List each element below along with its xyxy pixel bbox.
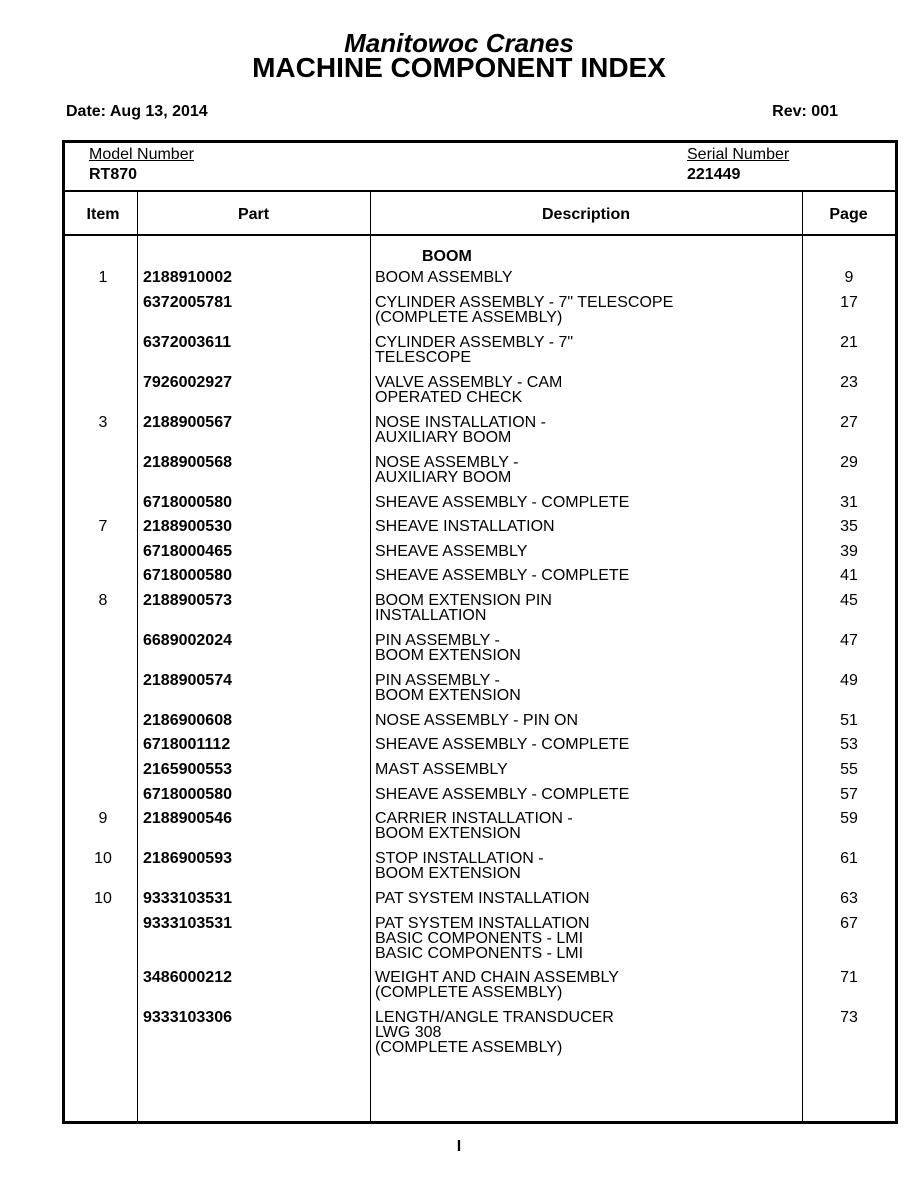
description-line: BOOM EXTENSION PIN — [375, 592, 552, 609]
header-divider — [65, 190, 895, 192]
part-number: 6372005781 — [143, 294, 232, 311]
page-reference: 71 — [840, 969, 858, 986]
part-description — [375, 335, 573, 365]
part-number: 9333103531 — [143, 915, 232, 932]
description-line: BOOM EXTENSION — [375, 687, 521, 704]
description-line: BASIC COMPONENTS - LMI — [375, 930, 584, 947]
part-description — [375, 737, 629, 752]
part-description — [375, 568, 629, 583]
column-header-page: Page — [829, 206, 868, 223]
part-description — [375, 519, 555, 534]
page-reference: 41 — [840, 567, 858, 584]
page-reference: 29 — [840, 454, 858, 471]
item-number: 10 — [94, 890, 112, 907]
description-line: INSTALLATION — [375, 607, 487, 624]
description-line: VALVE ASSEMBLY - CAM — [375, 374, 563, 391]
part-description — [375, 633, 521, 663]
model-number-label: Model Number — [89, 146, 194, 163]
description-line: OPERATED CHECK — [375, 389, 523, 406]
part-number: 2188910002 — [143, 269, 232, 286]
description-line: NOSE INSTALLATION - — [375, 414, 546, 431]
part-description — [375, 295, 673, 325]
part-number: 6718000580 — [143, 494, 232, 511]
description-line: CYLINDER ASSEMBLY - 7" — [375, 334, 574, 351]
page-reference: 17 — [840, 294, 858, 311]
item-number: 7 — [98, 518, 108, 535]
description-line: MAST ASSEMBLY — [375, 761, 508, 778]
page-reference: 67 — [840, 915, 858, 932]
part-number: 6718000580 — [143, 786, 232, 803]
part-description — [375, 916, 590, 961]
part-number: 2188900530 — [143, 518, 232, 535]
page-reference: 9 — [844, 269, 854, 286]
description-line: PAT SYSTEM INSTALLATION — [375, 890, 590, 907]
description-line: (COMPLETE ASSEMBLY) — [375, 309, 563, 326]
page-reference: 47 — [840, 632, 858, 649]
page-reference: 27 — [840, 414, 858, 431]
part-number: 2188900573 — [143, 592, 232, 609]
page-reference: 31 — [840, 494, 858, 511]
column-header-part: Part — [237, 206, 270, 223]
part-description — [375, 811, 573, 841]
model-number-value: RT870 — [89, 166, 138, 183]
part-number: 3486000212 — [143, 969, 232, 986]
page-reference: 63 — [840, 890, 858, 907]
part-description — [375, 787, 629, 802]
column-divider — [370, 192, 371, 1121]
serial-number-label: Serial Number — [687, 146, 790, 163]
item-number: 9 — [98, 810, 108, 827]
page-reference: 39 — [840, 543, 858, 560]
page-reference: 45 — [840, 592, 858, 609]
item-number: 1 — [98, 269, 108, 286]
part-description — [375, 713, 578, 728]
description-line: BOOM ASSEMBLY — [375, 269, 513, 286]
part-number: 9333103306 — [143, 1009, 232, 1026]
part-description — [375, 970, 619, 1000]
component-index-table — [62, 140, 898, 1124]
part-number: 6689002024 — [143, 632, 232, 649]
part-number: 6718001112 — [143, 736, 231, 753]
page-reference: 49 — [840, 672, 858, 689]
description-line: BOOM EXTENSION — [375, 825, 521, 842]
description-line: CYLINDER ASSEMBLY - 7" TELESCOPE — [375, 294, 674, 311]
description-line: SHEAVE ASSEMBLY - COMPLETE — [375, 567, 630, 584]
page-reference: 21 — [840, 334, 858, 351]
part-description — [375, 593, 552, 623]
part-number: 6718000580 — [143, 567, 232, 584]
part-description — [375, 544, 527, 559]
document-title: MACHINE COMPONENT INDEX — [252, 52, 666, 83]
page-reference: 51 — [840, 712, 858, 729]
description-line: WEIGHT AND CHAIN ASSEMBLY — [375, 969, 619, 986]
part-description — [375, 673, 521, 703]
description-line: BASIC COMPONENTS - LMI — [375, 945, 584, 962]
description-line: PIN ASSEMBLY - — [375, 672, 500, 689]
description-line: CARRIER INSTALLATION - — [375, 810, 573, 827]
serial-number-value: 221449 — [687, 166, 741, 183]
description-line: NOSE ASSEMBLY - PIN ON — [375, 712, 579, 729]
part-description — [375, 270, 513, 285]
description-line: LENGTH/ANGLE TRANSDUCER — [375, 1009, 614, 1026]
item-number: 8 — [98, 592, 108, 609]
part-description — [375, 1010, 614, 1055]
description-line: BOOM EXTENSION — [375, 865, 521, 882]
part-description — [375, 455, 518, 485]
page-reference: 55 — [840, 761, 858, 778]
description-line: SHEAVE INSTALLATION — [375, 518, 555, 535]
description-line: SHEAVE ASSEMBLY - COMPLETE — [375, 494, 630, 511]
description-line: TELESCOPE — [375, 349, 472, 366]
page-reference: 61 — [840, 850, 858, 867]
part-number: 2188900546 — [143, 810, 232, 827]
part-description — [375, 851, 544, 881]
page-reference: 73 — [840, 1009, 858, 1026]
part-number: 2165900553 — [143, 761, 232, 778]
document-date: Date: Aug 13, 2014 — [66, 103, 208, 120]
description-line: PAT SYSTEM INSTALLATION — [375, 915, 590, 932]
part-number: 2186900593 — [143, 850, 232, 867]
part-number: 9333103531 — [143, 890, 232, 907]
page-number: I — [456, 1138, 462, 1155]
column-header-divider — [65, 234, 895, 236]
part-number: 6372003611 — [143, 334, 232, 351]
page-reference: 59 — [840, 810, 858, 827]
part-description — [375, 375, 562, 405]
description-line: BOOM EXTENSION — [375, 647, 521, 664]
item-number: 10 — [94, 850, 112, 867]
part-number: 2186900608 — [143, 712, 232, 729]
description-line: SHEAVE ASSEMBLY - COMPLETE — [375, 736, 630, 753]
description-line: SHEAVE ASSEMBLY - COMPLETE — [375, 786, 630, 803]
description-line: PIN ASSEMBLY - — [375, 632, 500, 649]
column-header-description: Description — [541, 206, 630, 223]
part-description — [375, 891, 590, 906]
description-line: LWG 308 — [375, 1024, 442, 1041]
part-description — [375, 415, 546, 445]
description-line: AUXILIARY BOOM — [375, 469, 512, 486]
part-number: 7926002927 — [143, 374, 232, 391]
description-line: SHEAVE ASSEMBLY — [375, 543, 528, 560]
part-number: 6718000465 — [143, 543, 232, 560]
description-line: STOP INSTALLATION - — [375, 850, 544, 867]
page-reference: 53 — [840, 736, 858, 753]
company-name: Manitowoc Cranes — [344, 28, 574, 58]
column-divider — [137, 192, 138, 1121]
part-number: 2188900567 — [143, 414, 232, 431]
section-heading: BOOM — [422, 248, 472, 265]
column-header-item: Item — [86, 206, 120, 223]
part-number: 2188900574 — [143, 672, 232, 689]
part-number: 2188900568 — [143, 454, 232, 471]
part-description — [375, 762, 508, 777]
document-revision: Rev: 001 — [772, 103, 838, 120]
description-line: AUXILIARY BOOM — [375, 429, 512, 446]
description-line: NOSE ASSEMBLY - — [375, 454, 519, 471]
page-reference: 35 — [840, 518, 858, 535]
part-description — [375, 495, 629, 510]
description-line: (COMPLETE ASSEMBLY) — [375, 984, 563, 1001]
page-reference: 57 — [840, 786, 858, 803]
item-number: 3 — [98, 414, 108, 431]
description-line: (COMPLETE ASSEMBLY) — [375, 1039, 563, 1056]
page-reference: 23 — [840, 374, 858, 391]
